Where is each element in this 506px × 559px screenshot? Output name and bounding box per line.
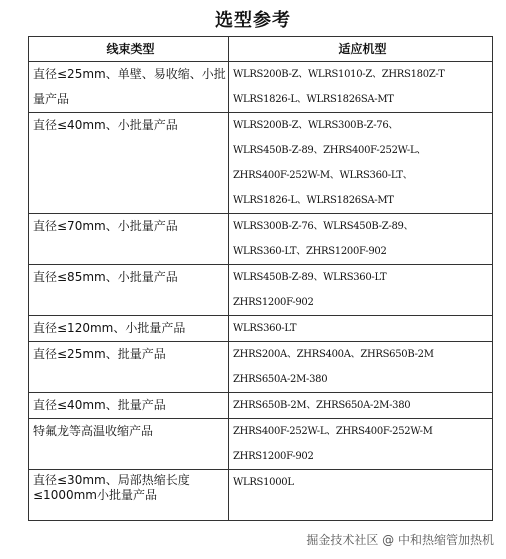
harness-type-cell: 特氟龙等高温收缩产品 [29, 419, 229, 470]
model-line: ZHRS200A、ZHRS400A、ZHRS650B-2M [233, 349, 434, 360]
model-line: WLRS360-LT、ZHRS1200F-902 [233, 246, 387, 257]
models-cell [229, 62, 493, 113]
table-header-row [29, 37, 493, 62]
table-row [29, 419, 493, 470]
harness-type-cell: 直径≤85mm、小批量产品 [29, 265, 229, 316]
models-cell [229, 342, 493, 393]
model-line: WLRS200B-Z、WLRS300B-Z-76、 [233, 120, 399, 131]
page-title: 选型参考 [215, 10, 291, 31]
models-cell [229, 214, 493, 265]
model-line: ZHRS1200F-902 [233, 451, 314, 462]
model-line: WLRS300B-Z-76、WLRS450B-Z-89、 [233, 221, 414, 232]
table-row [29, 316, 493, 342]
harness-type-cell: 直径≤120mm、小批量产品 [29, 316, 229, 342]
table-row [29, 342, 493, 393]
table-row [29, 113, 493, 214]
model-line: WLRS1826-L、WLRS1826SA-MT [233, 94, 394, 105]
model-line: WLRS1000L [233, 477, 294, 488]
model-line: ZHRS400F-252W-L、ZHRS400F-252W-M [233, 426, 433, 437]
table-row [29, 62, 493, 113]
models-cell [229, 470, 493, 521]
model-line: WLRS200B-Z、WLRS1010-Z、ZHRS180Z-T [233, 69, 445, 80]
model-line: ZHRS650B-2M、ZHRS650A-2M-380 [233, 400, 411, 411]
table-row [29, 214, 493, 265]
column-header-compatible-models: 适应机型 [229, 37, 493, 62]
harness-type-cell: 直径≤40mm、批量产品 [29, 393, 229, 419]
table-row [29, 265, 493, 316]
model-line: ZHRS400F-252W-M、WLRS360-LT、 [233, 170, 413, 181]
model-line: WLRS450B-Z-89、WLRS360-LT [233, 272, 387, 283]
model-line: ZHRS650A-2M-380 [233, 374, 328, 385]
model-line: WLRS1826-L、WLRS1826SA-MT [233, 195, 394, 206]
watermark: 掘金技术社区 @ 中和热缩管加热机 [306, 533, 494, 547]
models-cell [229, 393, 493, 419]
harness-type-cell: 直径≤70mm、小批量产品 [29, 214, 229, 265]
harness-type-cell: 直径≤25mm、单壁、易收缩、小批量产品 [29, 62, 229, 113]
models-cell [229, 419, 493, 470]
harness-type-cell: 直径≤40mm、小批量产品 [29, 113, 229, 214]
table-row [29, 470, 493, 521]
models-cell [229, 316, 493, 342]
selection-reference-table [28, 36, 493, 521]
models-cell [229, 265, 493, 316]
model-line-spacer [233, 495, 492, 520]
column-header-harness-type: 线束类型 [29, 37, 229, 62]
models-cell [229, 113, 493, 214]
model-line: ZHRS1200F-902 [233, 297, 314, 308]
table-row [29, 393, 493, 419]
model-line: WLRS360-LT [233, 323, 297, 334]
harness-type-cell: 直径≤25mm、批量产品 [29, 342, 229, 393]
model-line: WLRS450B-Z-89、ZHRS400F-252W-L、 [233, 145, 427, 156]
harness-type-cell: 直径≤30mm、局部热缩长度≤1000mm小批量产品 [29, 470, 229, 521]
